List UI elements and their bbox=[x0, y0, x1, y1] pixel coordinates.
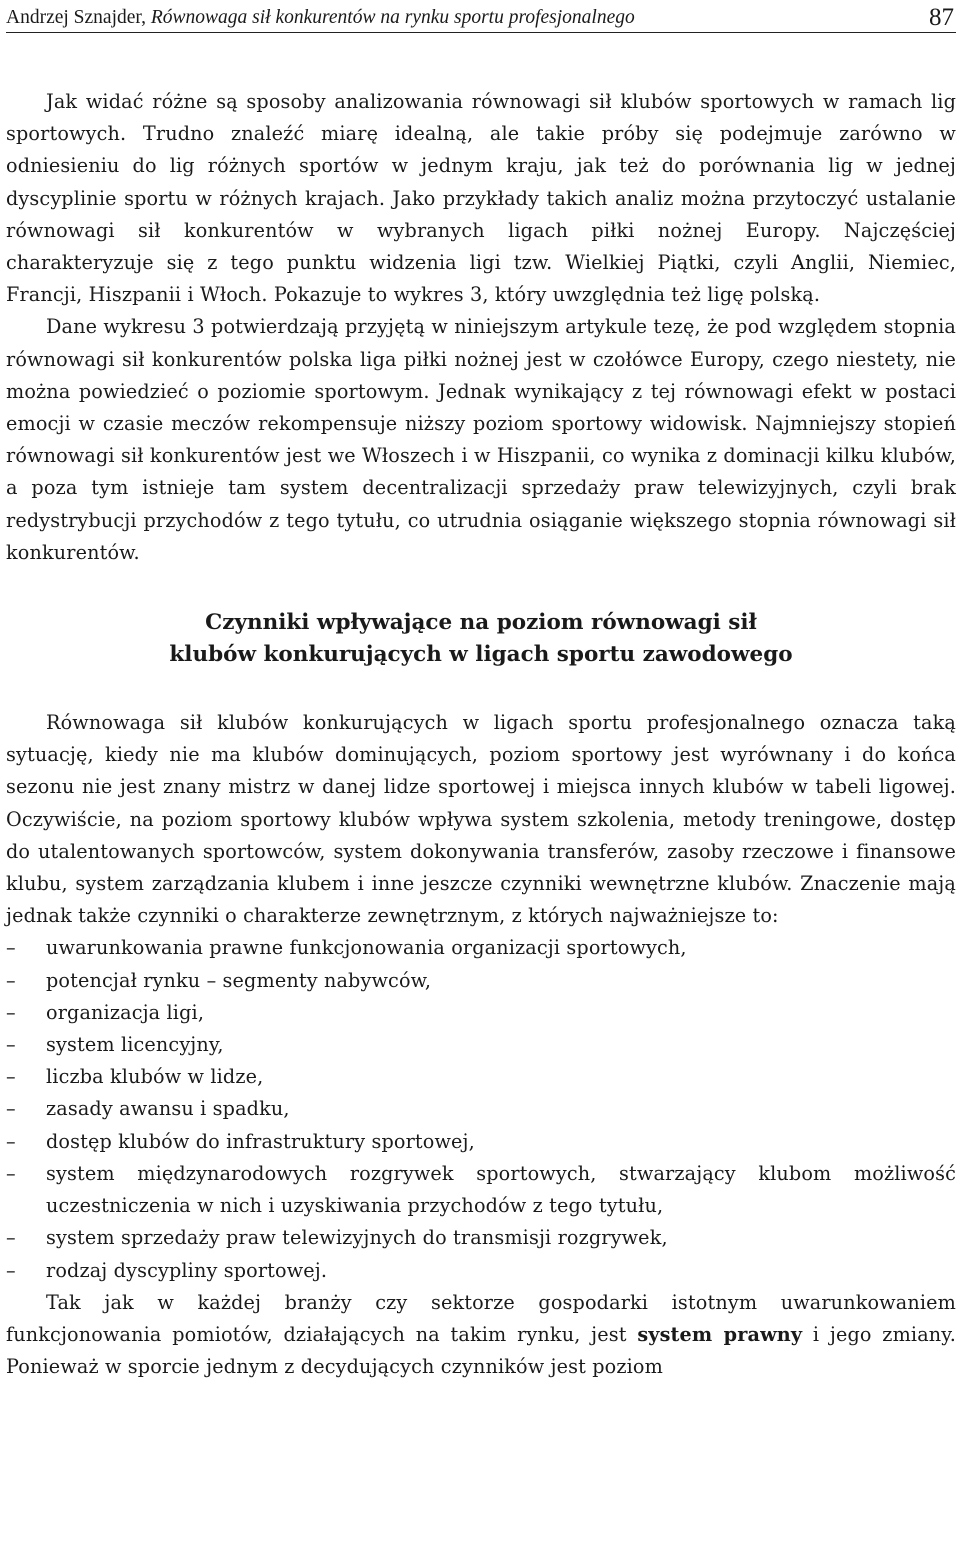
list-item bbox=[6, 932, 956, 964]
list-item-text: potencjał rynku – segmenty nabywców, bbox=[46, 968, 432, 992]
dash-bullet: – bbox=[6, 936, 16, 960]
list-item-text: rodzaj dyscypliny sportowej. bbox=[46, 1258, 328, 1282]
dash-bullet: – bbox=[6, 968, 16, 992]
page-number: 87 bbox=[929, 4, 954, 31]
list-item bbox=[6, 1222, 956, 1254]
header-article-title: Równowaga sił konkurentów na rynku sportu profesjonalnego bbox=[150, 7, 635, 28]
paragraph: Równowaga sił klubów konkurujących w ligach sportu profesjonalnego oznacza taką sytuację, kiedy nie ma klubów dominujących, poziom sportowy jest wyrównany i do końca sezonu nie jest znany mistrz w danej lidze sportowej i miejsca innych klubów w tabeli ligowej. Oczywiście, na poziom sportowy klubów wpływa system szkolenia, metody treningowe, dostęp do utalentowanych sportowców, system dokonywania transferów, zasoby rzeczowe i finansowe klubu, system zarządzania klubem i inne jeszcze czynniki wewnętrzne klubów. Znaczenie mają jednak także czynniki o charakterze zewnętrznym, z których najważniejsze to: bbox=[6, 711, 956, 928]
dash-bullet: – bbox=[6, 1033, 16, 1057]
dash-bullet: – bbox=[6, 1258, 16, 1282]
section-heading-line: Czynniki wpływające na poziom równowagi sił bbox=[205, 610, 757, 636]
section-heading bbox=[6, 607, 956, 671]
list-item-text: system licencyjny, bbox=[46, 1033, 224, 1057]
section2-text bbox=[6, 707, 956, 1383]
running-header bbox=[6, 0, 956, 33]
dash-bullet: – bbox=[6, 1097, 16, 1121]
list-item bbox=[6, 1126, 956, 1158]
list-item-text: liczba klubów w lidze, bbox=[46, 1065, 264, 1089]
section-heading-line: klubów konkurujących w ligach sportu zawodowego bbox=[169, 642, 793, 668]
emphasis-system-prawny: system prawny bbox=[637, 1322, 803, 1346]
list-item-text: zasady awansu i spadku, bbox=[46, 1097, 290, 1121]
list-item bbox=[6, 1029, 956, 1061]
list-item-text: system sprzedaży praw telewizyjnych do transmisji rozgrywek, bbox=[46, 1226, 668, 1250]
section1-text bbox=[6, 86, 956, 569]
list-item-text: system międzynarodowych rozgrywek sportowych, stwarzający klubom możliwość uczestniczenia w nich i uzyskiwania przychodów z tego tytułu, bbox=[46, 1161, 956, 1218]
closing-text-end: i jego zmiany. Ponieważ w sporcie jednym z decydujących czynników jest poziom bbox=[6, 1322, 956, 1379]
closing-paragraph bbox=[6, 1287, 956, 1384]
list-item bbox=[6, 1061, 956, 1093]
paragraph: Dane wykresu 3 potwierdzają przyjętą w niniejszym artykule tezę, że pod względem stopnia równowagi sił konkurentów polska liga piłki nożnej jest w czołówce Europy, czego niestety, nie można powiedzieć o poziomie sportowym. Jednak wynikający z tej równowagi efekt w postaci emocji w czasie meczów rekompensuje niższy poziom sportowy widowisk. Najmniejszy stopień równowagi sił konkurentów jest we Włoszech i w Hiszpanii, co wynika z dominacji kilku klubów, a poza tym istnieje tam system decentralizacji sprzedaży praw telewizyjnych, czyli brak redystrybucji przychodów z tego tytułu, co utrudnia osiąganie większego stopnia równowagi sił konkurentów. bbox=[6, 315, 956, 564]
list-item bbox=[6, 1093, 956, 1125]
dash-bullet: – bbox=[6, 1226, 16, 1250]
list-item bbox=[6, 997, 956, 1029]
closing-text: Tak jak w każdej branży czy sektorze gospodarki istotnym uwarunkowaniem funkcjonowania pomiotów, działających na takim rynku, jest bbox=[6, 1290, 956, 1346]
list-item-text: uwarunkowania prawne funkcjonowania organizacji sportowych, bbox=[46, 936, 687, 960]
document-page bbox=[6, 0, 956, 1383]
list-item bbox=[6, 1255, 956, 1287]
list-item bbox=[6, 1158, 956, 1222]
paragraph: Jak widać różne są sposoby analizowania równowagi sił klubów sportowych w ramach lig sportowych. Trudno znaleźć miarę idealną, ale takie próby się podejmuje zarówno w odniesieniu do lig różnych sportów w jednym kraju, jak też do porównania lig w jednej dyscyplinie sportu w różnych krajach. Jako przykłady takich analiz można przytoczyć ustalanie równowagi sił konkurentów w wybranych ligach piłki nożnej Europy. Najczęściej charakteryzuje się z tego punktu widzenia ligi tzw. Wielkiej Piątki, czyli Anglii, Niemiec, Francji, Hiszpanii i Włoch. Pokazuje to wykres 3, który uwzględnia też ligę polską. bbox=[6, 90, 956, 307]
dash-bullet: – bbox=[6, 1065, 16, 1089]
list-item-text: dostęp klubów do infrastruktury sportowej, bbox=[46, 1129, 475, 1153]
factors-list bbox=[6, 932, 956, 1286]
dash-bullet: – bbox=[6, 1161, 16, 1185]
dash-bullet: – bbox=[6, 1000, 16, 1024]
list-item bbox=[6, 965, 956, 997]
header-citation bbox=[6, 6, 635, 30]
dash-bullet: – bbox=[6, 1129, 16, 1153]
header-author: Andrzej Sznajder, bbox=[6, 7, 146, 28]
list-item-text: organizacja ligi, bbox=[46, 1000, 205, 1024]
